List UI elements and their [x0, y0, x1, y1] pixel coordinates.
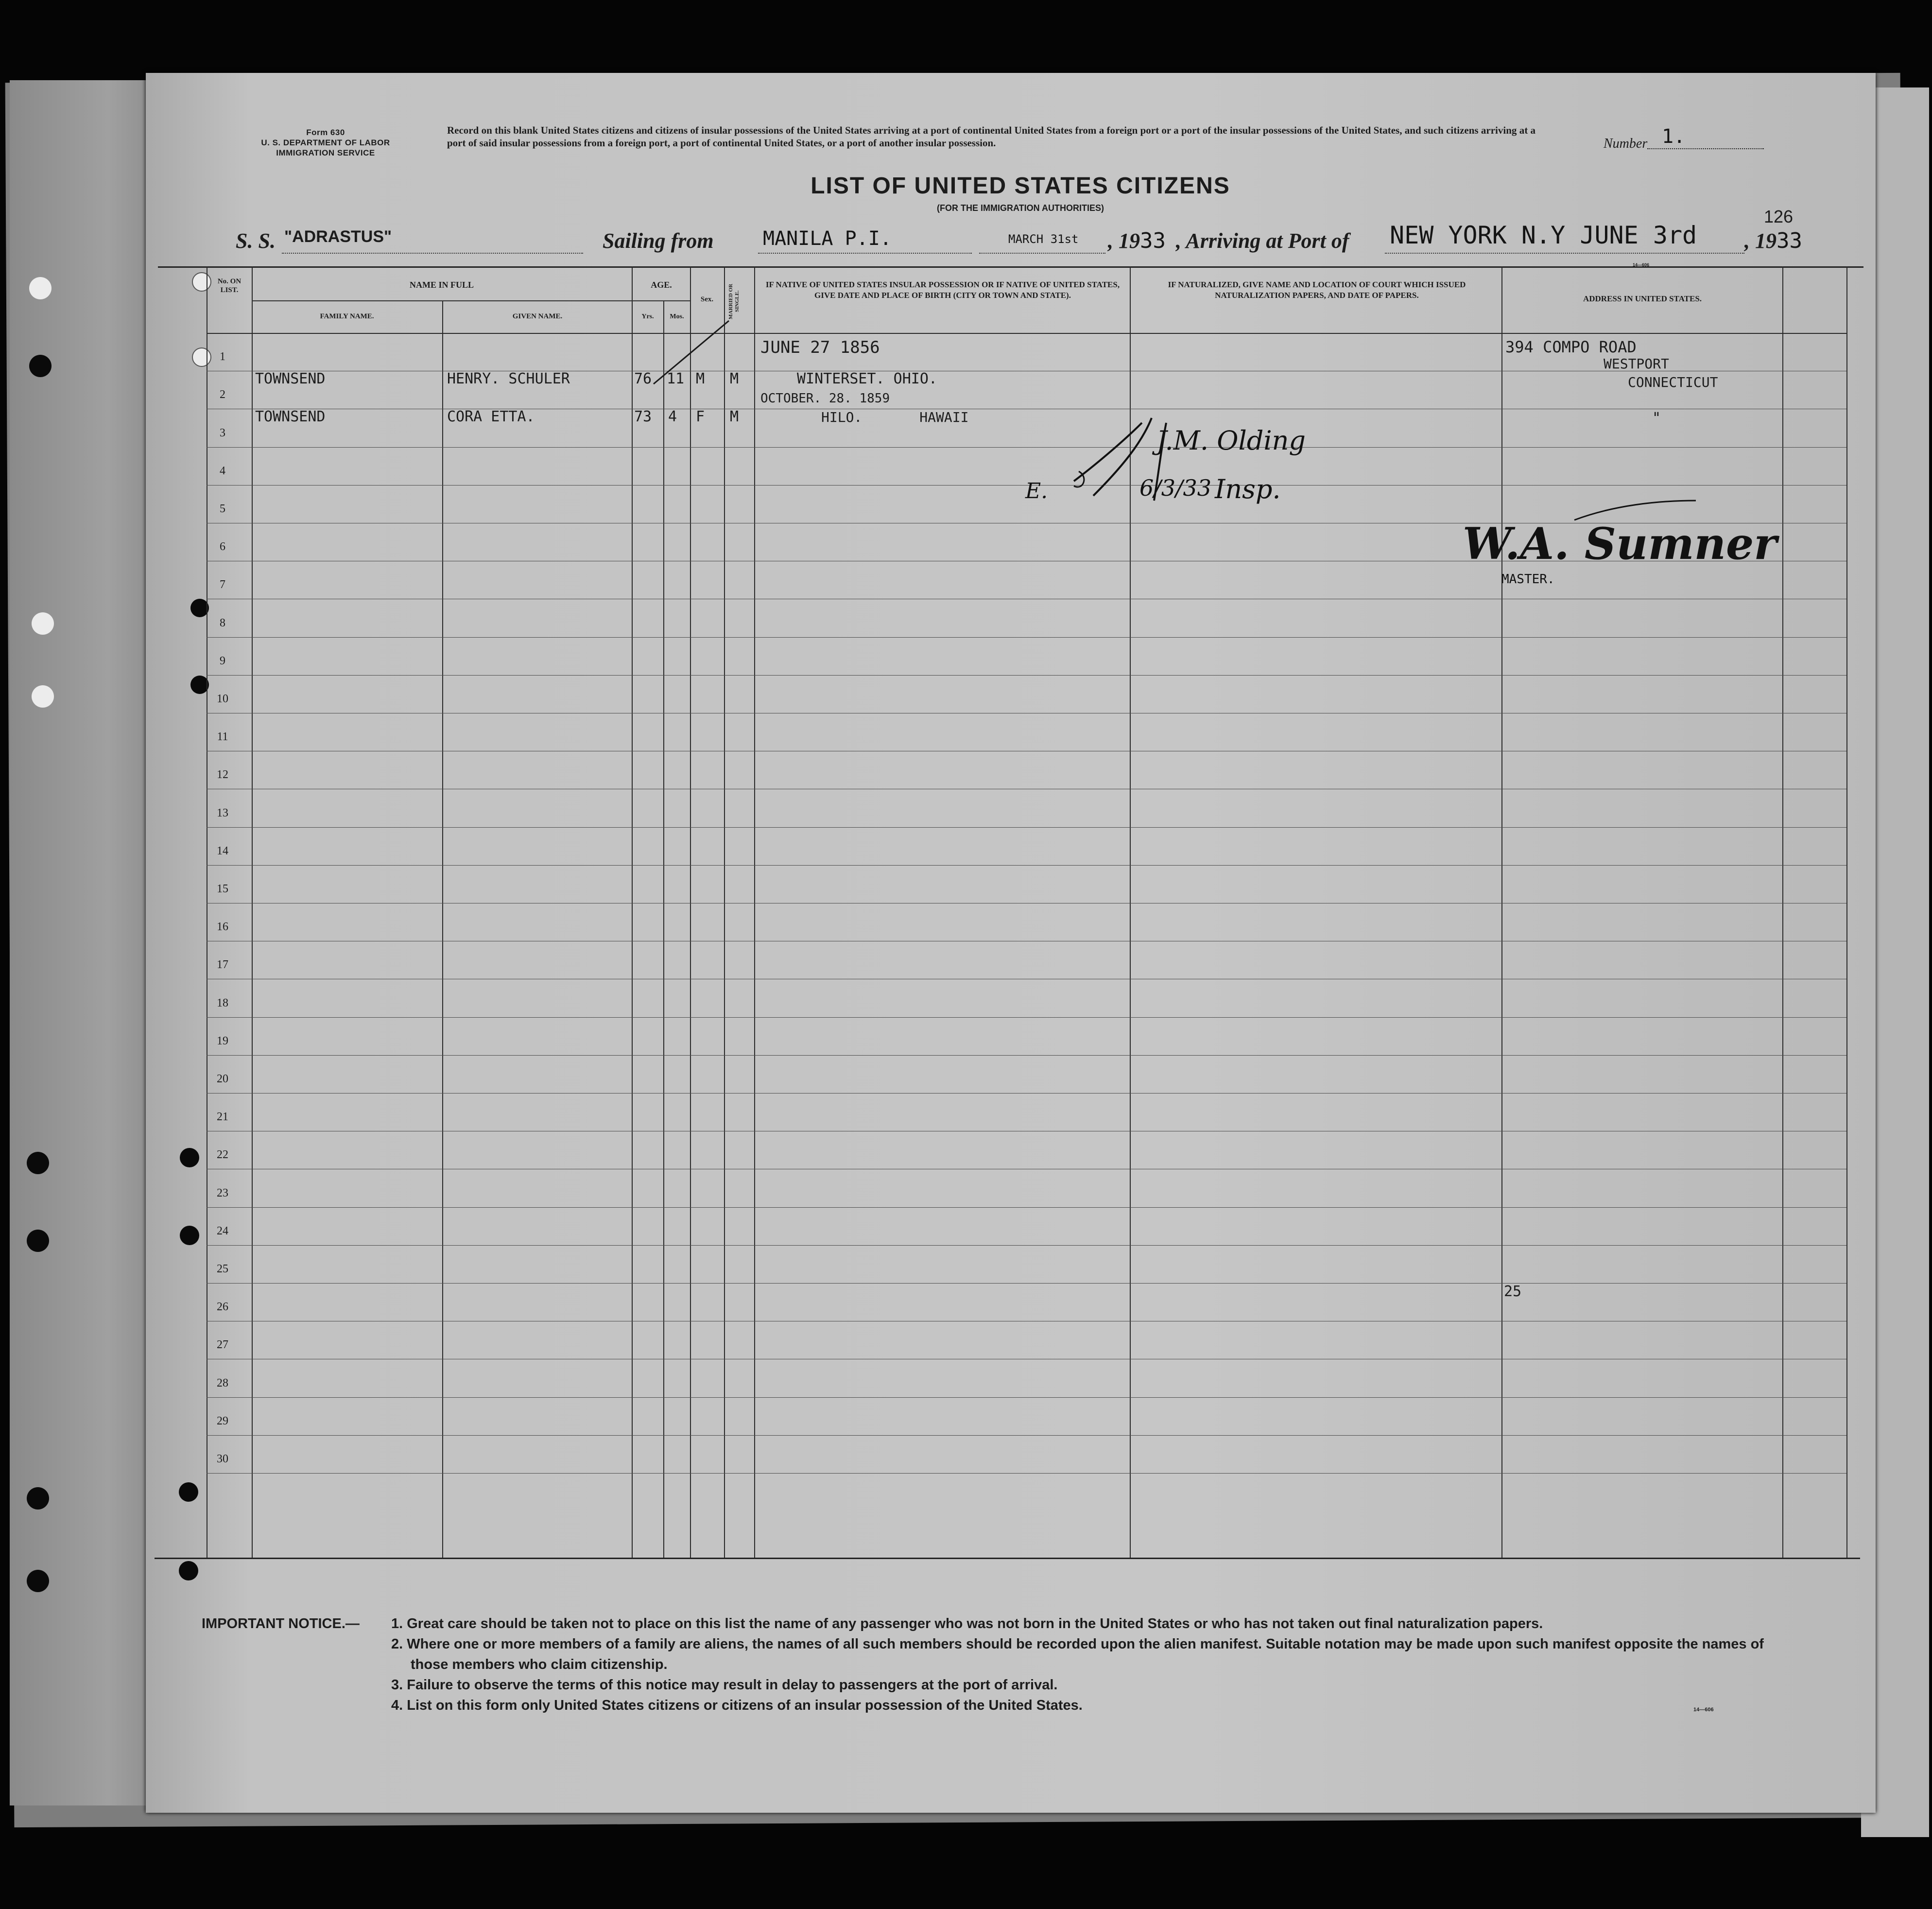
- row-line: [207, 1435, 1846, 1436]
- page-subtitle: (FOR THE IMMIGRATION AUTHORITIES): [937, 203, 1104, 213]
- row-number: 22: [217, 1148, 228, 1162]
- binder-hole: [179, 1482, 198, 1502]
- entry-1-mos: 11: [667, 370, 685, 387]
- tick-mark: [651, 316, 734, 389]
- entry-2-married: M: [730, 408, 739, 425]
- row-line: [207, 675, 1846, 676]
- binder-hole: [27, 1487, 49, 1510]
- row-number: 16: [217, 920, 228, 934]
- sailing-label: Sailing from: [603, 229, 714, 253]
- ship-name: "ADRASTUS": [284, 227, 392, 246]
- sailing-year-value: 33: [1140, 228, 1166, 253]
- row-number: 3: [220, 426, 225, 439]
- row-number: 4: [220, 464, 225, 477]
- row-25-annotation: 25: [1504, 1283, 1522, 1300]
- inspector-name: J.M. Olding: [1156, 425, 1306, 456]
- entry-1-yrs: 76: [634, 370, 652, 387]
- header-subline: [632, 300, 690, 301]
- table-bottom-border: [155, 1558, 1860, 1559]
- notice-item-4: 4. List on this form only United States citizens or citizens of an insular possession of the United States.: [391, 1698, 1083, 1713]
- row-number: 13: [217, 806, 228, 819]
- col-line: [1501, 266, 1502, 1559]
- master-signature-text: W.A. Sumner: [1463, 518, 1777, 570]
- row-line: [207, 1283, 1846, 1284]
- row-number: 8: [220, 616, 225, 629]
- header-mos: Mos.: [670, 313, 684, 320]
- col-line: [252, 266, 253, 1559]
- row-line: [207, 1017, 1846, 1018]
- binder-hole: [29, 277, 52, 299]
- col-line: [1782, 266, 1783, 1559]
- entry-1-address-3: CONNECTICUT: [1628, 374, 1718, 390]
- inspector-mark: Insp.: [1215, 474, 1281, 504]
- col-line: [663, 301, 664, 1559]
- col-line: [724, 266, 725, 1559]
- notice-items: [391, 1614, 1766, 1716]
- row-number: 24: [217, 1224, 228, 1237]
- entry-1-birth-place: WINTERSET. OHIO.: [797, 370, 937, 387]
- year-prefix-2: , 19: [1744, 229, 1777, 253]
- binder-hole: [179, 1561, 198, 1580]
- entry-1-address-2: WESTPORT: [1604, 356, 1669, 372]
- col-line: [632, 266, 633, 1559]
- service-name: IMMIGRATION SERVICE: [276, 148, 375, 157]
- header-address: ADDRESS IN UNITED STATES.: [1583, 294, 1702, 303]
- form-code-top: 14—606: [1633, 262, 1650, 267]
- entry-1-sex: M: [696, 370, 705, 387]
- sailing-year: [1108, 228, 1166, 253]
- entry-1-address-1: 394 COMPO ROAD: [1505, 338, 1637, 356]
- form-instructions: Record on this blank United States citizens and citizens of insular possessions of the United States arriving at a port of continental United States from a foreign port or a port of the insular possessions of the United States, and such citizens arriving at a port of said insular possessions from a foreign port, a port of continental United States, or a port of another insular possession.: [447, 124, 1535, 149]
- entry-2-given: CORA ETTA.: [447, 408, 535, 425]
- header-no: No. ON LIST.: [217, 278, 242, 294]
- form-identification: [228, 127, 423, 158]
- row-number: 25: [217, 1263, 228, 1275]
- row-number: 30: [217, 1453, 228, 1465]
- col-line: [754, 266, 755, 1559]
- row-number: 23: [217, 1186, 228, 1199]
- col-line: [1846, 266, 1847, 1559]
- row-number: 5: [220, 503, 225, 515]
- row-number: 11: [217, 730, 228, 744]
- master-signature: [1453, 491, 1777, 588]
- inspector-signature: [1020, 413, 1331, 535]
- row-number: 12: [217, 768, 228, 781]
- header-subline: [252, 300, 690, 301]
- row-number: 15: [217, 883, 228, 895]
- row-number: 18: [217, 996, 228, 1009]
- entry-2-yrs: 73: [634, 408, 652, 425]
- arriving-port: NEW YORK N.Y JUNE 3rd: [1390, 221, 1697, 249]
- row-line: [207, 865, 1846, 866]
- entry-1-given: HENRY. SCHULER: [447, 370, 570, 387]
- entry-2-address: ": [1652, 410, 1661, 427]
- binder-hole: [180, 1148, 199, 1167]
- row-number: 28: [217, 1376, 228, 1389]
- binding-flap: [10, 80, 151, 1805]
- manifest-page: [146, 73, 1876, 1813]
- row-number: 1: [220, 350, 225, 364]
- ship-underline: [282, 253, 583, 254]
- header-naturalized: IF NATURALIZED, GIVE NAME AND LOCATION OF COURT WHICH ISSUED NATURALIZATION PAPERS, AND DATE OF PAPERS.: [1168, 280, 1466, 300]
- port-underline: [1385, 253, 1744, 254]
- entry-2-mos: 4: [668, 408, 677, 425]
- header-name-in-full: NAME IN FULL: [409, 280, 474, 290]
- header-sex: Sex.: [700, 295, 714, 303]
- row-number: 20: [217, 1073, 228, 1085]
- header-yrs: Yrs.: [641, 313, 654, 320]
- sailing-underline: [758, 253, 972, 254]
- entry-2-sex: F: [696, 408, 705, 425]
- row-number: 14: [217, 844, 228, 857]
- form-number: Form 630: [306, 128, 345, 137]
- row-number: 6: [220, 540, 225, 554]
- row-number: 26: [217, 1301, 228, 1314]
- row-line: [207, 1473, 1846, 1474]
- entry-1-married: M: [730, 370, 739, 387]
- notice-label: IMPORTANT NOTICE.—: [202, 1616, 360, 1631]
- year-prefix: , 19: [1108, 229, 1140, 253]
- entry-1-birth-date: JUNE 27 1856: [760, 338, 880, 357]
- row-line: [207, 1397, 1846, 1398]
- binder-hole: [32, 612, 54, 635]
- header-bottom-line: [207, 333, 1846, 334]
- arriving-label: , Arriving at Port of: [1176, 229, 1349, 253]
- binder-hole: [27, 1570, 49, 1592]
- row-number: 9: [220, 654, 225, 667]
- arriving-year-value: 33: [1777, 228, 1802, 253]
- row-number: 2: [220, 388, 225, 401]
- form-code-bottom: 14—606: [1693, 1707, 1714, 1713]
- notice-item-3: 3. Failure to observe the terms of this notice may result in delay to passengers at the port of arrival.: [391, 1677, 1058, 1693]
- entry-2-birth-place: HILO. HAWAII: [821, 409, 969, 425]
- binder-hole: [180, 1226, 199, 1245]
- header-birth: IF NATIVE OF UNITED STATES INSULAR POSSESSION OR IF NATIVE OF UNITED STATES, GIVE DATE AND PLACE OF BIRTH (CITY OR TOWN AND STATE).: [765, 280, 1120, 300]
- row-number: 7: [220, 578, 225, 591]
- binder-hole: [27, 1152, 49, 1174]
- ship-label: S. S.: [236, 229, 276, 253]
- header-given-name: GIVEN NAME.: [512, 312, 563, 320]
- binder-hole: [29, 355, 52, 377]
- inspector-date: 6/3/33: [1139, 475, 1212, 501]
- master-label: MASTER.: [1501, 572, 1555, 587]
- sailing-port: MANILA P.I.: [763, 227, 892, 250]
- col-line: [690, 266, 691, 1559]
- row-number: 27: [217, 1338, 228, 1352]
- entry-1-family: TOWNSEND: [255, 370, 326, 387]
- row-line: [207, 827, 1846, 828]
- page-title: LIST OF UNITED STATES CITIZENS: [811, 173, 1230, 199]
- inspector-initials: E.: [1025, 479, 1048, 503]
- header-married: MARRIED OR SINGLE.: [728, 283, 740, 319]
- entry-2-birth-date: OCTOBER. 28. 1859: [760, 391, 890, 406]
- department-name: U. S. DEPARTMENT OF LABOR: [261, 138, 390, 147]
- row-line: [207, 1245, 1846, 1246]
- header-family-name: FAMILY NAME.: [320, 312, 374, 320]
- row-number: 10: [217, 693, 228, 705]
- row-line: [207, 1055, 1846, 1056]
- folio-number: 126: [1764, 207, 1794, 226]
- number-value: 1.: [1662, 125, 1686, 148]
- notice-item-2: 2. Where one or more members of a family are aliens, the names of all such members should be recorded upon the alien manifest. Suitable notation may be made upon such manifest opposite the names of those members who claim citizenship.: [391, 1636, 1764, 1672]
- row-number: 17: [217, 958, 228, 972]
- sailing-date: MARCH 31st: [1008, 232, 1079, 246]
- row-line: [207, 637, 1846, 638]
- row-number: 29: [217, 1414, 228, 1427]
- binder-hole: [27, 1230, 49, 1252]
- number-label: Number: [1604, 136, 1648, 151]
- arriving-year: [1744, 228, 1802, 253]
- manifest-table-top-border: [158, 266, 1863, 268]
- notice-item-1: 1. Great care should be taken not to place on this list the name of any passenger who was not born in the United States or who has not taken out final naturalization papers.: [391, 1616, 1543, 1631]
- row-line: [207, 1207, 1846, 1208]
- binder-hole: [32, 685, 54, 708]
- header-age: AGE.: [651, 280, 672, 290]
- entry-2-family: TOWNSEND: [255, 408, 326, 425]
- col-line: [442, 301, 443, 1559]
- row-number: 21: [217, 1111, 228, 1124]
- row-number: 19: [217, 1034, 228, 1047]
- number-underline: [1647, 148, 1764, 149]
- date-underline: [979, 253, 1105, 254]
